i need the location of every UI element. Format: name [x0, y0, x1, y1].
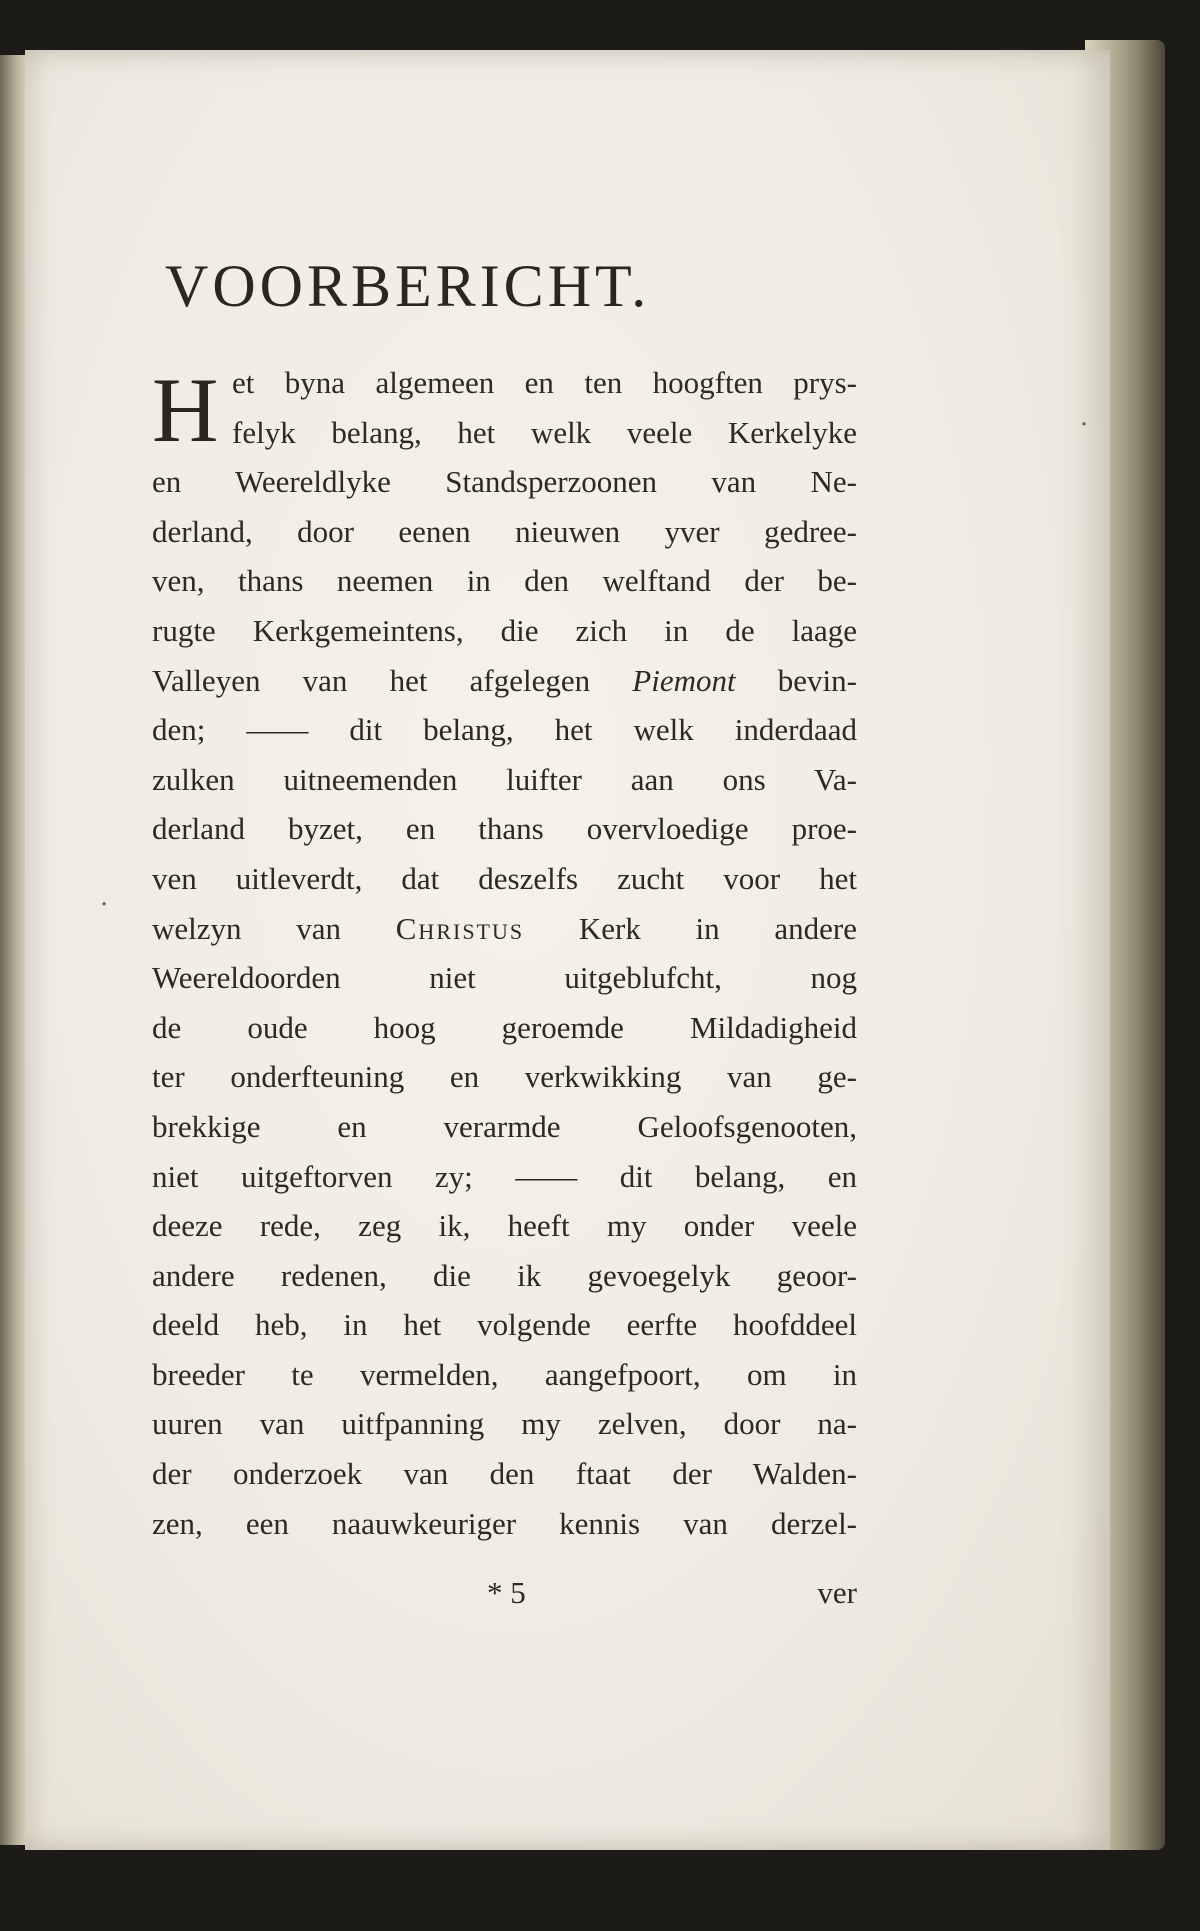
text-line: en Weereldlyke Standsperzoonen van Ne-	[152, 464, 857, 500]
signature-mark: * 5	[487, 1575, 526, 1610]
text-line: derland, door eenen nieuwen yver gedree-	[152, 513, 857, 549]
text-line: de oude hoog geroemde Mildadigheid	[152, 1009, 857, 1045]
page-title: VOORBERICHT.	[165, 253, 651, 319]
previous-page-edge	[0, 55, 28, 1845]
text-line: ter onderfteuning en verkwikking van ge-	[152, 1059, 857, 1095]
text-line: ven, thans neemen in den welftand der be-	[152, 563, 857, 599]
body-text	[152, 358, 857, 1548]
margin-mark: ·	[100, 890, 109, 920]
text-line: zen, een naauwkeuriger kennis van derzel-	[152, 1505, 857, 1541]
text-line: brekkige en verarmde Geloofsgenooten,	[152, 1108, 857, 1144]
text-line: felyk belang, het welk veele Kerkelyke	[232, 414, 857, 450]
catchword: ver	[817, 1575, 857, 1610]
text-line: derland byzet, en thans overvloedige proe-	[152, 811, 857, 847]
text-line: Valleyen van het afgelegen Piemont bevin-	[152, 662, 857, 698]
text-line: andere redenen, die ik gevoegelyk geoor-	[152, 1257, 857, 1293]
text-line: ven uitleverdt, dat deszelfs zucht voor het	[152, 860, 857, 896]
text-line: zulken uitneemenden luifter aan ons Va-	[152, 761, 857, 797]
text-line: uuren van uitfpanning my zelven, door na-	[152, 1406, 857, 1442]
text-line: deeld heb, in het volgende eerfte hoofddeel	[152, 1307, 857, 1343]
text-line: welzyn van Christus Kerk in andere	[152, 910, 858, 946]
page-footer	[152, 1575, 857, 1625]
text-line: breeder te vermelden, aangefpoort, om in	[152, 1356, 857, 1392]
text-line: niet uitgeftorven zy; —— dit belang, en	[152, 1158, 857, 1194]
text-line: Weereldoorden niet uitgeblufcht, nog	[152, 960, 857, 996]
margin-mark: ·	[1080, 410, 1089, 440]
text-line: den; —— dit belang, het welk inderdaad	[152, 712, 857, 748]
drop-cap: H	[152, 359, 219, 461]
text-line: et byna algemeen en ten hoogften prys-	[232, 365, 857, 400]
text-line: rugte Kerkgemeintens, die zich in de laage	[152, 612, 857, 648]
text-line: der onderzoek van den ftaat der Walden-	[152, 1456, 857, 1492]
text-line: deeze rede, zeg ik, heeft my onder veele	[152, 1208, 857, 1244]
